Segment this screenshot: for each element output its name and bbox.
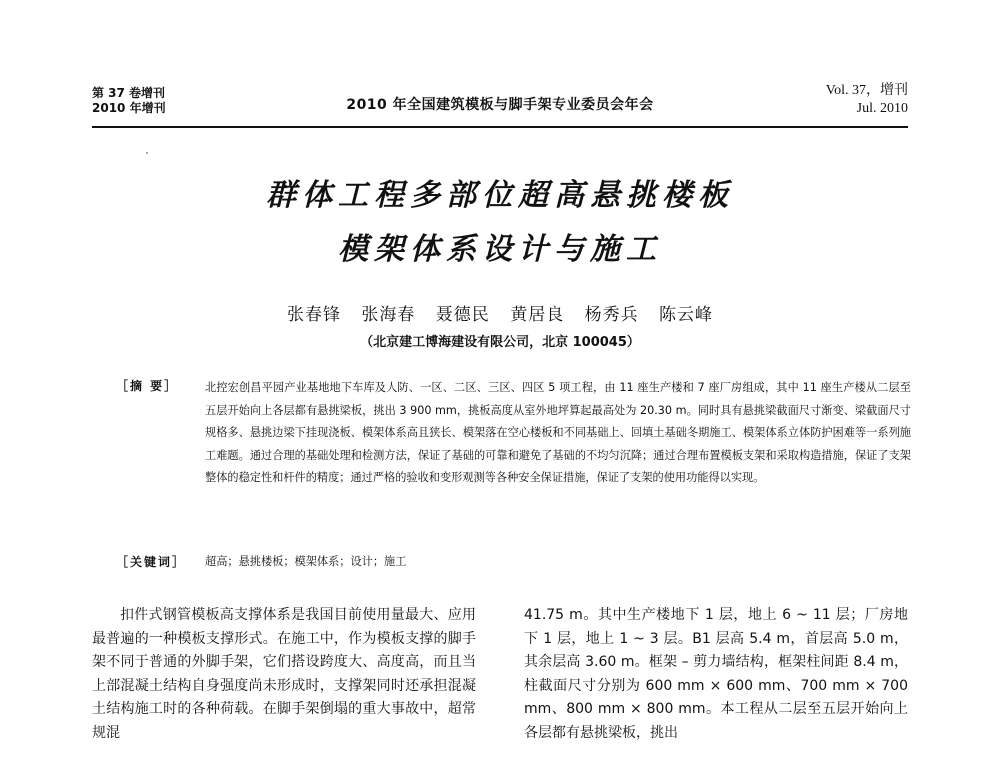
article-title-line2: 模架体系设计与施工 [338,232,662,267]
keywords-text: 超高；悬挑楼板；模架体系；设计；施工 [205,555,407,568]
affiliation: （北京建工博海建设有限公司，北京 100045） [360,335,640,350]
body-right-column: 41.75 m。其中生产楼地下 1 层，地上 6 ~ 11 层；厂房地下 1 层，地上 1 ~ 3 层。B1 层高 5.4 m，首层高 5.0 m，其余层高 3.60 m。框架 – 剪力墙结构，框架柱间距 8.4 m，柱截面尺寸分别为 600 mm × 600 mm、700 mm × 700 mm、800 mm × 800 mm。本工程从二层至五层开始向上各层都有悬挑梁板，挑出 [524,607,908,741]
journal-volume-en [826,82,908,118]
body-left-column: 扣件式钢管模板高支撑体系是我国目前使用量最大、应用最普遍的一种模板支撑形式。在施工中，作为模板支撑的脚手架不同于普通的外脚手架，它们搭设跨度大、高度高，而且当上部混凝土结构自身强度尚未形成时，支撑架同时还承担混凝土结构施工时的各种荷载。在脚手架倒塌的重大事故中，超常规混 [92,607,476,741]
conference-title: 2010 年全国建筑模板与脚手架专业委员会年会 [346,97,654,113]
journal-volume-line1: 第 37 卷增刊 [92,86,166,100]
keywords-label: ［关键词］ [116,555,187,569]
journal-volume-line2: 2010 年增刊 [92,101,166,115]
journal-volume-en-line2: Jul. 2010 [856,101,908,116]
header-rule [92,126,908,128]
journal-volume-en-line1: Vol. 37，增刊 [825,83,908,98]
scan-dot [146,152,148,154]
abstract-text: 北控宏创昌平园产业基地地下车库及人防、一区、二区、三区、四区 5 项工程，由 11 座生产楼和 7 座厂房组成，其中 11 座生产楼从二层至五层开始向上各层都有悬挑梁板，挑出 3 900 mm，挑板高度从室外地坪算起最高处为 20.30 m。同时具有悬挑梁截面尺寸渐变、梁截面尺寸规格多、悬挑边梁下挂现浇板、模架体系高且狭长、模架落在空心楼板和不同基础上、回填土基础冬期施工、模架体系立体防护困难等一系列施工难题。通过合理的基础处理和检测方法，保证了基础的可靠和避免了基础的不均匀沉降；通过合理布置模板支架和采取构造措施，保证了支架整体的稳定性和杆件的精度；通过严格的验收和变形观测等各种安全保证措施，保证了支架的使用功能得以实现。 [205,381,911,485]
article-title-line1: 群体工程多部位超高悬挑楼板 [266,178,734,213]
author-list: 张春锋 张海春 聂德民 黄居良 杨秀兵 陈云峰 [286,305,714,325]
abstract-label: ［摘 要］ [116,379,179,393]
